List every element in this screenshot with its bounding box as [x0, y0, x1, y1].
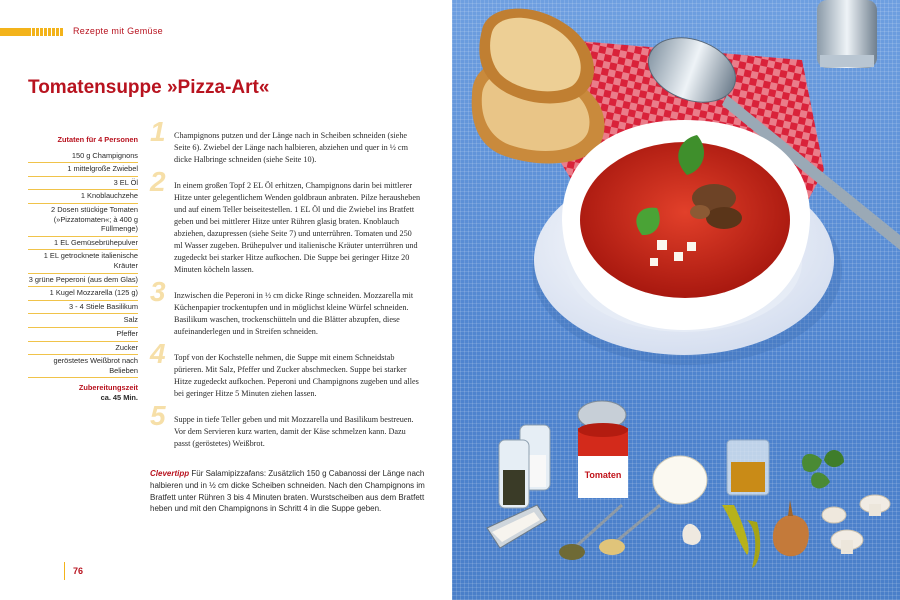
ingredients-heading: Zutaten für 4 Personen [57, 135, 138, 144]
ingredients-list [28, 135, 138, 402]
ingredient-item: 1 mittelgroße Zwiebel [28, 163, 138, 177]
pepper-mill [817, 0, 877, 68]
ingredient-item: geröstetes Weißbrot nach Belieben [28, 355, 138, 378]
step-5 [150, 400, 422, 450]
ingredient-item: 2 Dosen stückige Tomaten (»Pizzatomaten«; à 400 g Füllmenge) [28, 204, 138, 237]
step-text: Champignons putzen und der Länge nach in Scheiben schneiden (siehe Seite 6). Zwiebel der Länge nach halbieren, abziehen und quer in ½ cm dicke Halbringe schneiden (siehe Seite 10). [174, 131, 408, 164]
step-text: Inzwischen die Peperoni in ½ cm dicke Ringe schneiden. Mozzarella mit Küchenpapier trockentupfen und in möglichst kleine Würfel schneiden. Basilikum waschen, trockenschütteln und die Blätter abzupfen, diese aufeinanderlegen und in Streifen schneiden. [174, 291, 414, 336]
page-number-rule [64, 562, 65, 580]
step-text: Topf von der Kochstelle nehmen, die Suppe mit einem Schneidstab pürieren. Mit Salz, Pfeffer und Zucker abschmecken. Suppe bei starker Hitze zugedeckt aufkochen. Peperoni und Champignons zugeben und alles bei geringer Hitze 5 Minuten ziehen lassen. [174, 353, 419, 398]
food-photo [452, 0, 900, 600]
clever-tip [150, 468, 425, 515]
ingredient-item: 1 Knoblauchzehe [28, 190, 138, 204]
prep-time-label: Zubereitungszeit [78, 383, 138, 393]
step-number: 4 [150, 338, 166, 369]
step-3 [150, 276, 422, 338]
recipe-title: Tomatensuppe »Pizza-Art« [28, 77, 270, 98]
instruction-steps [150, 116, 422, 464]
tip-text: Für Salamipizzafans: Zusätzlich 150 g Cabanossi der Länge nach halbieren und in ½ cm dicke Scheiben schneiden. Nach den Champignons im Bratfett unter Rühren 3 bis 4 Minuten braten. Wurstscheiben aus dem Bratfett heben und mit den Champignons in Schritt 4 in die Suppe geben. [150, 469, 425, 514]
step-text: In einem großen Topf 2 EL Öl erhitzen, Champignons darin bei mittlerer Hitze unter gelegentlichem Wenden goldbraun anbraten. Pilze herausheben und auf einem Teller beiseitestellen. 1 EL Öl und die Zwiebel ins Bratfett geben und bei mittlerer Hitze unter Rühren glasig braten. Knoblauch abziehen, dazupressen (siehe Seite 7) und unterrühren. Tomaten und 250 ml Wasser zugeben. Brühepulver und italienische Kräuter unterrühren und zugedeckt bei starker Hitze aufkochen. Die Suppe bei geringer Hitze 20 Minuten köcheln lassen. [174, 181, 421, 274]
step-number: 3 [150, 276, 166, 307]
header-decoration [0, 28, 64, 36]
ingredient-item: Zucker [28, 342, 138, 356]
step-2 [150, 166, 422, 276]
step-4 [150, 338, 422, 400]
ingredient-item: 1 EL Gemüsebrühepulver [28, 237, 138, 251]
ingredient-item: 1 Kugel Mozzarella (125 g) [28, 287, 138, 301]
step-text: Suppe in tiefe Teller geben und mit Mozzarella und Basilikum bestreuen. Vor dem Servieren kurz warten, damit der Käse schmelzen kann. Dazu passt (geröstetes) Weißbrot. [174, 415, 414, 448]
tip-label: Clevertipp [150, 469, 190, 478]
prep-time-value: ca. 45 Min. [100, 392, 138, 402]
step-number: 5 [150, 400, 166, 431]
can-label: Tomaten [584, 470, 622, 480]
step-number: 2 [150, 166, 166, 197]
ingredient-item: 3 grüne Peperoni (aus dem Glas) [28, 274, 138, 288]
ingredient-item: Salz [28, 314, 138, 328]
ingredient-item: Pfeffer [28, 328, 138, 342]
ingredient-item: 3 - 4 Stiele Basilikum [28, 301, 138, 315]
ingredient-item: 1 EL getrocknete italienische Kräuter [28, 250, 138, 273]
step-1 [150, 116, 422, 166]
ingredient-item: 3 EL Öl [28, 177, 138, 191]
step-number: 1 [150, 116, 166, 147]
soup-photo-illustration [452, 0, 900, 600]
ingredient-item: 150 g Champignons [28, 150, 138, 164]
page-number: 76 [73, 566, 84, 576]
ingredients-row [487, 401, 890, 568]
bread-slices [472, 9, 605, 164]
section-label: Rezepte mit Gemüse [73, 26, 163, 36]
